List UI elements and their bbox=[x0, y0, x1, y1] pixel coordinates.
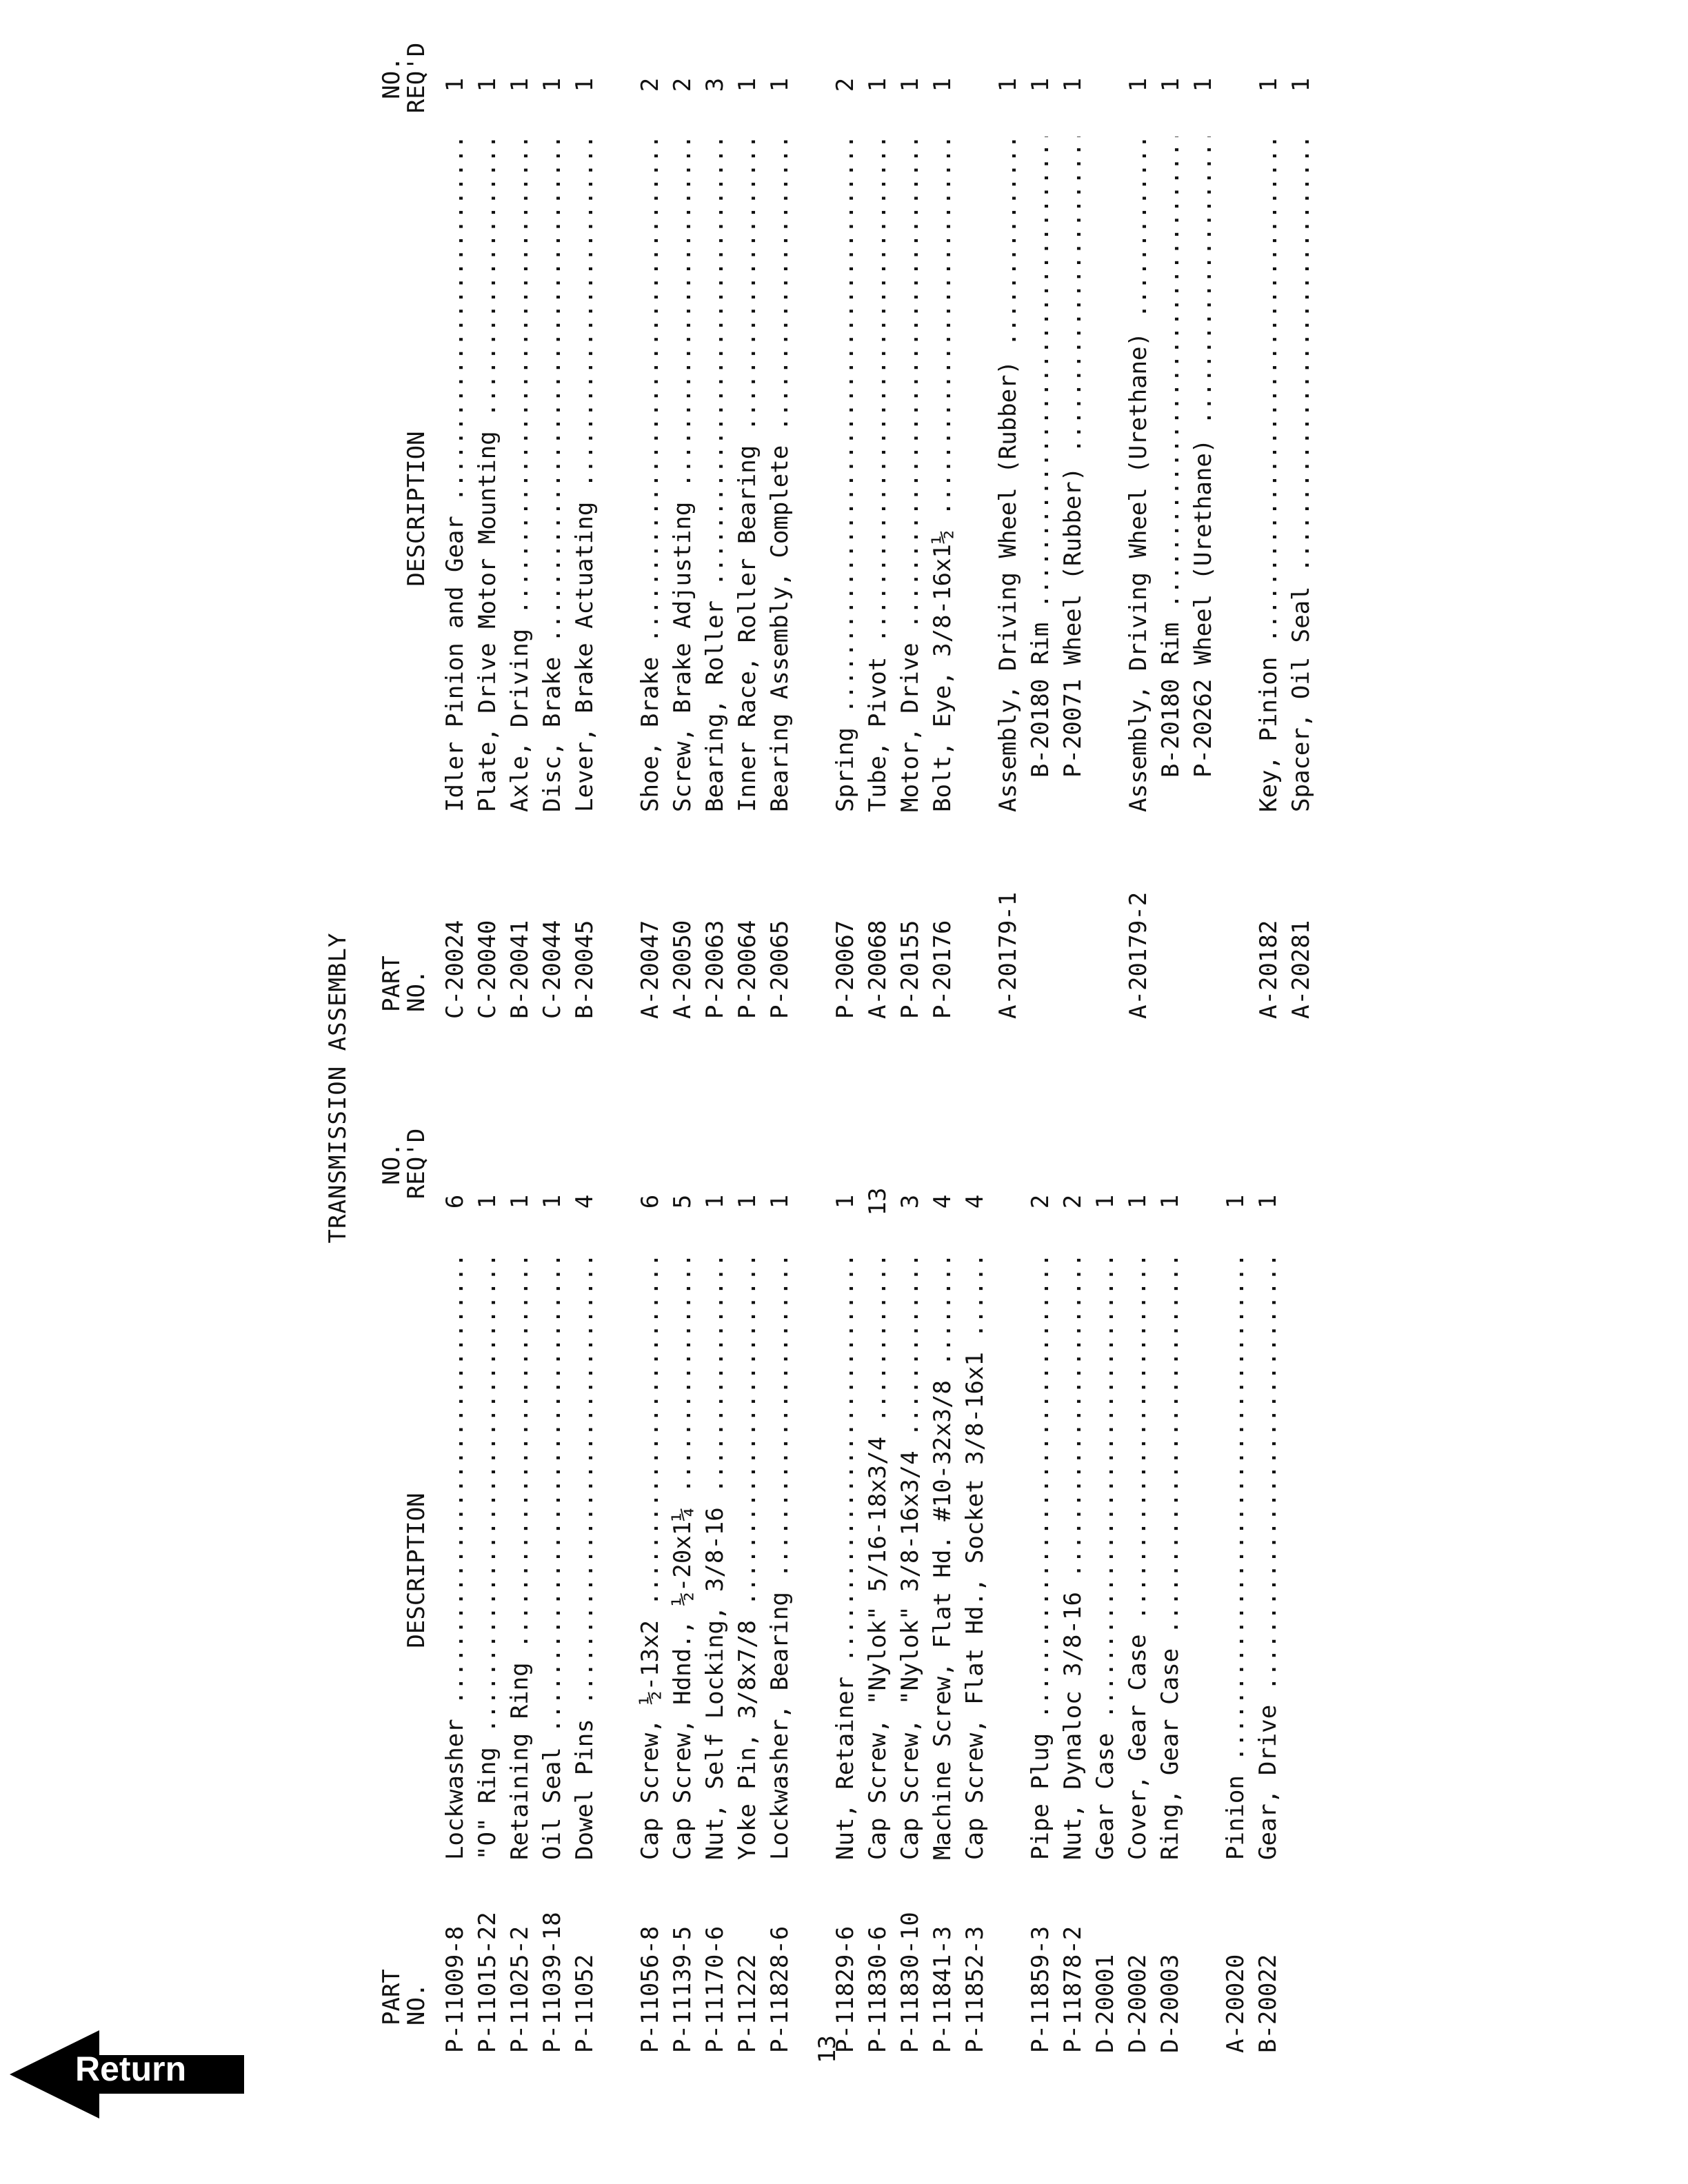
table-row bbox=[1092, 1095, 1124, 2053]
part-number: D-20001 bbox=[1092, 1954, 1119, 2053]
part-description: Axle, Driving ..... bbox=[506, 136, 534, 812]
quantity-required: 6 bbox=[636, 1194, 664, 1209]
part-number: P-20155 bbox=[896, 920, 924, 1019]
header-part-no: PART NO. bbox=[378, 1969, 430, 2025]
parts-column-left bbox=[359, 1095, 1320, 2053]
table-row bbox=[961, 1095, 994, 2053]
part-description: Yoke Pin, 3/8x7/8 ..... bbox=[734, 1253, 761, 1860]
table-row bbox=[506, 1095, 539, 2053]
table-row bbox=[1189, 26, 1222, 1019]
part-number: P-20065 bbox=[766, 920, 794, 1019]
table-row bbox=[832, 1095, 864, 2053]
part-number: P-11052 bbox=[571, 1954, 599, 2053]
part-description: Pinion ..... bbox=[1222, 1253, 1249, 1860]
part-description: Nut, Retainer ..... bbox=[832, 1253, 859, 1860]
part-number: P-11025-2 bbox=[506, 1925, 534, 2053]
quantity-required: 1 bbox=[832, 1194, 859, 1209]
part-description: P-20071 Wheel (Rubber) ..... bbox=[1059, 136, 1087, 812]
quantity-required: 1 bbox=[1222, 1194, 1249, 1209]
part-number: A-20068 bbox=[864, 920, 892, 1019]
part-group bbox=[441, 26, 603, 1019]
quantity-required: 1 bbox=[1059, 77, 1087, 92]
quantity-required: 1 bbox=[474, 1194, 501, 1209]
table-row bbox=[766, 1095, 798, 2053]
table-row bbox=[929, 1095, 961, 2053]
part-description: Lockwasher ..... bbox=[441, 1253, 469, 1860]
part-number: P-11830-6 bbox=[864, 1925, 892, 2053]
table-row bbox=[636, 26, 669, 1019]
table-row bbox=[1125, 26, 1157, 1019]
document-title: TRANSMISSION ASSEMBLY bbox=[324, 932, 352, 1244]
part-number: B-20022 bbox=[1254, 1954, 1282, 2053]
quantity-required: 1 bbox=[1255, 77, 1283, 92]
part-description: B-20180 Rim ..... bbox=[1027, 136, 1054, 812]
part-description: Bolt, Eye, 3/8-16x1½ ..... bbox=[929, 136, 956, 812]
part-group bbox=[1255, 26, 1320, 1019]
part-number: A-20179-1 bbox=[994, 891, 1022, 1019]
table-row bbox=[474, 1095, 506, 2053]
part-number: P-11056-8 bbox=[636, 1925, 664, 2053]
part-number: C-20040 bbox=[474, 920, 501, 1019]
table-row bbox=[896, 26, 929, 1019]
quantity-required: 1 bbox=[539, 1194, 566, 1209]
table-row bbox=[701, 26, 734, 1019]
part-number: B-20045 bbox=[571, 920, 599, 1019]
part-number: C-20044 bbox=[539, 920, 566, 1019]
part-number: P-11828-6 bbox=[766, 1925, 794, 2053]
part-description: Assembly, Driving Wheel (Rubber) ..... bbox=[994, 136, 1022, 812]
part-number: A-20020 bbox=[1222, 1954, 1249, 2053]
part-description: Idler Pinion and Gear ..... bbox=[441, 136, 469, 812]
quantity-required: 6 bbox=[441, 1194, 469, 1209]
quantity-required: 1 bbox=[571, 77, 599, 92]
table-row bbox=[734, 1095, 766, 2053]
table-row bbox=[701, 1095, 734, 2053]
quantity-required: 4 bbox=[929, 1194, 956, 1209]
quantity-required: 4 bbox=[571, 1194, 599, 1209]
part-description: Inner Race, Roller Bearing ..... bbox=[734, 136, 761, 812]
table-row bbox=[1254, 1095, 1287, 2053]
table-row bbox=[929, 26, 961, 1019]
part-number: P-11139-5 bbox=[669, 1925, 696, 2053]
quantity-required: 1 bbox=[1157, 77, 1185, 92]
part-description: Cover, Gear Case ..... bbox=[1124, 1253, 1152, 1860]
part-group bbox=[636, 26, 798, 1019]
table-row bbox=[864, 1095, 896, 2053]
part-number: A-20179-2 bbox=[1125, 891, 1152, 1019]
quantity-required: 1 bbox=[1254, 1194, 1282, 1209]
part-description: Disc, Brake ..... bbox=[539, 136, 566, 812]
part-number: P-11841-3 bbox=[929, 1925, 956, 2053]
part-number: P-20064 bbox=[734, 920, 761, 1019]
part-number: P-11830-10 bbox=[896, 1912, 924, 2053]
part-description: Gear Case ..... bbox=[1092, 1253, 1119, 1860]
quantity-required: 1 bbox=[1156, 1194, 1184, 1209]
part-description: Cap Screw, Flat Hd., Socket 3/8-16x1 ..... bbox=[961, 1253, 989, 1860]
quantity-required: 2 bbox=[636, 77, 664, 92]
quantity-required: 13 bbox=[864, 1187, 892, 1216]
table-row bbox=[1156, 1095, 1189, 2053]
table-row bbox=[1157, 26, 1189, 1019]
quantity-required: 2 bbox=[832, 77, 859, 92]
part-group bbox=[832, 1095, 994, 2053]
part-group bbox=[1125, 26, 1222, 1019]
part-number: P-11859-3 bbox=[1027, 1925, 1054, 2053]
part-description: Nut, Self Locking, 3/8-16 ..... bbox=[701, 1253, 729, 1860]
table-row bbox=[896, 1095, 929, 2053]
table-row bbox=[1287, 26, 1320, 1019]
quantity-required: 1 bbox=[1092, 1194, 1119, 1209]
table-row bbox=[571, 1095, 603, 2053]
part-description: Gear, Drive ..... bbox=[1254, 1253, 1282, 1860]
quantity-required: 1 bbox=[734, 1194, 761, 1209]
quantity-required: 1 bbox=[701, 1194, 729, 1209]
return-button-label: Return bbox=[75, 2050, 187, 2088]
part-description: P-20262 Wheel (Urethane) ..... bbox=[1189, 136, 1217, 812]
quantity-required: 1 bbox=[896, 77, 924, 92]
table-row bbox=[1027, 1095, 1059, 2053]
quantity-required: 1 bbox=[994, 77, 1022, 92]
table-row bbox=[994, 26, 1027, 1019]
quantity-required: 1 bbox=[474, 77, 501, 92]
part-number: P-11015-22 bbox=[474, 1912, 501, 2053]
part-number: A-20050 bbox=[669, 920, 696, 1019]
quantity-required: 5 bbox=[669, 1194, 696, 1209]
table-row bbox=[571, 26, 603, 1019]
part-number: P-20067 bbox=[832, 920, 859, 1019]
quantity-required: 1 bbox=[1027, 77, 1054, 92]
part-description: Ring, Gear Case ..... bbox=[1156, 1253, 1184, 1860]
part-description: "O" Ring ..... bbox=[474, 1253, 501, 1860]
part-description: Plate, Drive Motor Mounting ..... bbox=[474, 136, 501, 812]
part-description: Shoe, Brake ..... bbox=[636, 136, 664, 812]
part-group bbox=[441, 1095, 603, 2053]
part-number: P-11852-3 bbox=[961, 1925, 989, 2053]
table-row bbox=[1027, 26, 1059, 1019]
part-group bbox=[994, 26, 1092, 1019]
table-row bbox=[1059, 26, 1092, 1019]
page-number: 13 bbox=[814, 2035, 841, 2063]
part-description: Screw, Brake Adjusting ..... bbox=[669, 136, 696, 812]
part-description: Cap Screw, ½-13x2 ..... bbox=[636, 1253, 664, 1860]
quantity-required: 1 bbox=[766, 77, 794, 92]
header-no-reqd: NO. REQ'D bbox=[378, 42, 430, 114]
part-description: B-20180 Rim ..... bbox=[1157, 136, 1185, 812]
quantity-required: 1 bbox=[766, 1194, 794, 1209]
part-description: Tube, Pivot ..... bbox=[864, 136, 892, 812]
part-number: P-11009-8 bbox=[441, 1925, 469, 2053]
part-number: P-11829-6 bbox=[832, 1925, 859, 2053]
table-row bbox=[539, 1095, 571, 2053]
table-row bbox=[441, 1095, 474, 2053]
part-description: Bearing Assembly, Complete ..... bbox=[766, 136, 794, 812]
quantity-required: 1 bbox=[864, 77, 892, 92]
part-description: Nut, Dynaloc 3/8-16 ..... bbox=[1059, 1253, 1087, 1860]
part-description: Spring ..... bbox=[832, 136, 859, 812]
part-description: Spacer, Oil Seal ..... bbox=[1287, 136, 1315, 812]
part-number: A-20182 bbox=[1255, 920, 1283, 1019]
part-description: Cap Screw, "Nylok" 3/8-16x3/4 ..... bbox=[896, 1253, 924, 1860]
parts-column-right bbox=[359, 26, 1353, 1019]
part-number: C-20024 bbox=[441, 920, 469, 1019]
table-row bbox=[1059, 1095, 1092, 2053]
return-button[interactable] bbox=[10, 2030, 244, 2119]
quantity-required: 2 bbox=[669, 77, 696, 92]
parts-table-left bbox=[441, 1095, 1287, 2053]
part-description: Dowel Pins ..... bbox=[571, 1253, 599, 1860]
part-description: Pipe Plug ..... bbox=[1027, 1253, 1054, 1860]
part-number: P-20176 bbox=[929, 920, 956, 1019]
part-number: D-20002 bbox=[1124, 1954, 1152, 2053]
part-number: D-20003 bbox=[1156, 1954, 1184, 2053]
table-row bbox=[441, 26, 474, 1019]
part-description: Machine Screw, Flat Hd. #10-32x3/8 ..... bbox=[929, 1253, 956, 1860]
parts-table-right bbox=[441, 26, 1320, 1019]
table-row bbox=[1222, 1095, 1254, 2053]
part-group bbox=[1027, 1095, 1189, 2053]
part-description: Assembly, Driving Wheel (Urethane) ..... bbox=[1125, 136, 1152, 812]
part-description: Cap Screw, Hdnd., ½-20x1¼ ..... bbox=[669, 1253, 696, 1860]
part-description: Bearing, Roller ..... bbox=[701, 136, 729, 812]
table-row bbox=[832, 26, 864, 1019]
part-number: P-11878-2 bbox=[1059, 1925, 1087, 2053]
quantity-required: 1 bbox=[506, 1194, 534, 1209]
quantity-required: 1 bbox=[734, 77, 761, 92]
part-description: Key, Pinion ..... bbox=[1255, 136, 1283, 812]
quantity-required: 1 bbox=[1124, 1194, 1152, 1209]
part-description: Lockwasher, Bearing ..... bbox=[766, 1253, 794, 1860]
quantity-required: 1 bbox=[929, 77, 956, 92]
part-number: B-20041 bbox=[506, 920, 534, 1019]
part-description: Lever, Brake Actuating ..... bbox=[571, 136, 599, 812]
header-no-reqd: NO. REQ'D bbox=[378, 1128, 430, 1200]
column-header bbox=[359, 26, 441, 1019]
table-row bbox=[506, 26, 539, 1019]
quantity-required: 3 bbox=[701, 77, 729, 92]
part-description: Oil Seal ..... bbox=[539, 1253, 566, 1860]
table-row bbox=[864, 26, 896, 1019]
quantity-required: 1 bbox=[1189, 77, 1217, 92]
part-number: P-20063 bbox=[701, 920, 729, 1019]
header-description: DESCRIPTION bbox=[403, 431, 430, 587]
table-row bbox=[766, 26, 798, 1019]
part-group bbox=[832, 26, 961, 1019]
table-row bbox=[1124, 1095, 1156, 2053]
part-description: Retaining Ring ..... bbox=[506, 1253, 534, 1860]
table-row bbox=[734, 26, 766, 1019]
quantity-required: 1 bbox=[1125, 77, 1152, 92]
table-row bbox=[669, 1095, 701, 2053]
table-row bbox=[636, 1095, 669, 2053]
quantity-required: 1 bbox=[506, 77, 534, 92]
part-group bbox=[636, 1095, 798, 2053]
quantity-required: 1 bbox=[539, 77, 566, 92]
header-description: DESCRIPTION bbox=[403, 1493, 430, 1648]
table-row bbox=[474, 26, 506, 1019]
table-row bbox=[539, 26, 571, 1019]
part-number: A-20281 bbox=[1287, 920, 1315, 1019]
part-description: Cap Screw, "Nylok" 5/16-18x3/4 ..... bbox=[864, 1253, 892, 1860]
header-part-no: PART NO. bbox=[378, 956, 430, 1012]
table-row bbox=[669, 26, 701, 1019]
quantity-required: 3 bbox=[896, 1194, 924, 1209]
part-number: P-11039-18 bbox=[539, 1912, 566, 2053]
quantity-required: 2 bbox=[1027, 1194, 1054, 1209]
part-number: A-20047 bbox=[636, 920, 664, 1019]
part-description: Motor, Drive ..... bbox=[896, 136, 924, 812]
part-number: P-11170-6 bbox=[701, 1925, 729, 2053]
quantity-required: 1 bbox=[441, 77, 469, 92]
column-header bbox=[359, 1095, 441, 2053]
quantity-required: 4 bbox=[961, 1194, 989, 1209]
part-group bbox=[1222, 1095, 1287, 2053]
table-row bbox=[1255, 26, 1287, 1019]
quantity-required: 2 bbox=[1059, 1194, 1087, 1209]
quantity-required: 1 bbox=[1287, 77, 1315, 92]
part-number: P-11222 bbox=[734, 1954, 761, 2053]
